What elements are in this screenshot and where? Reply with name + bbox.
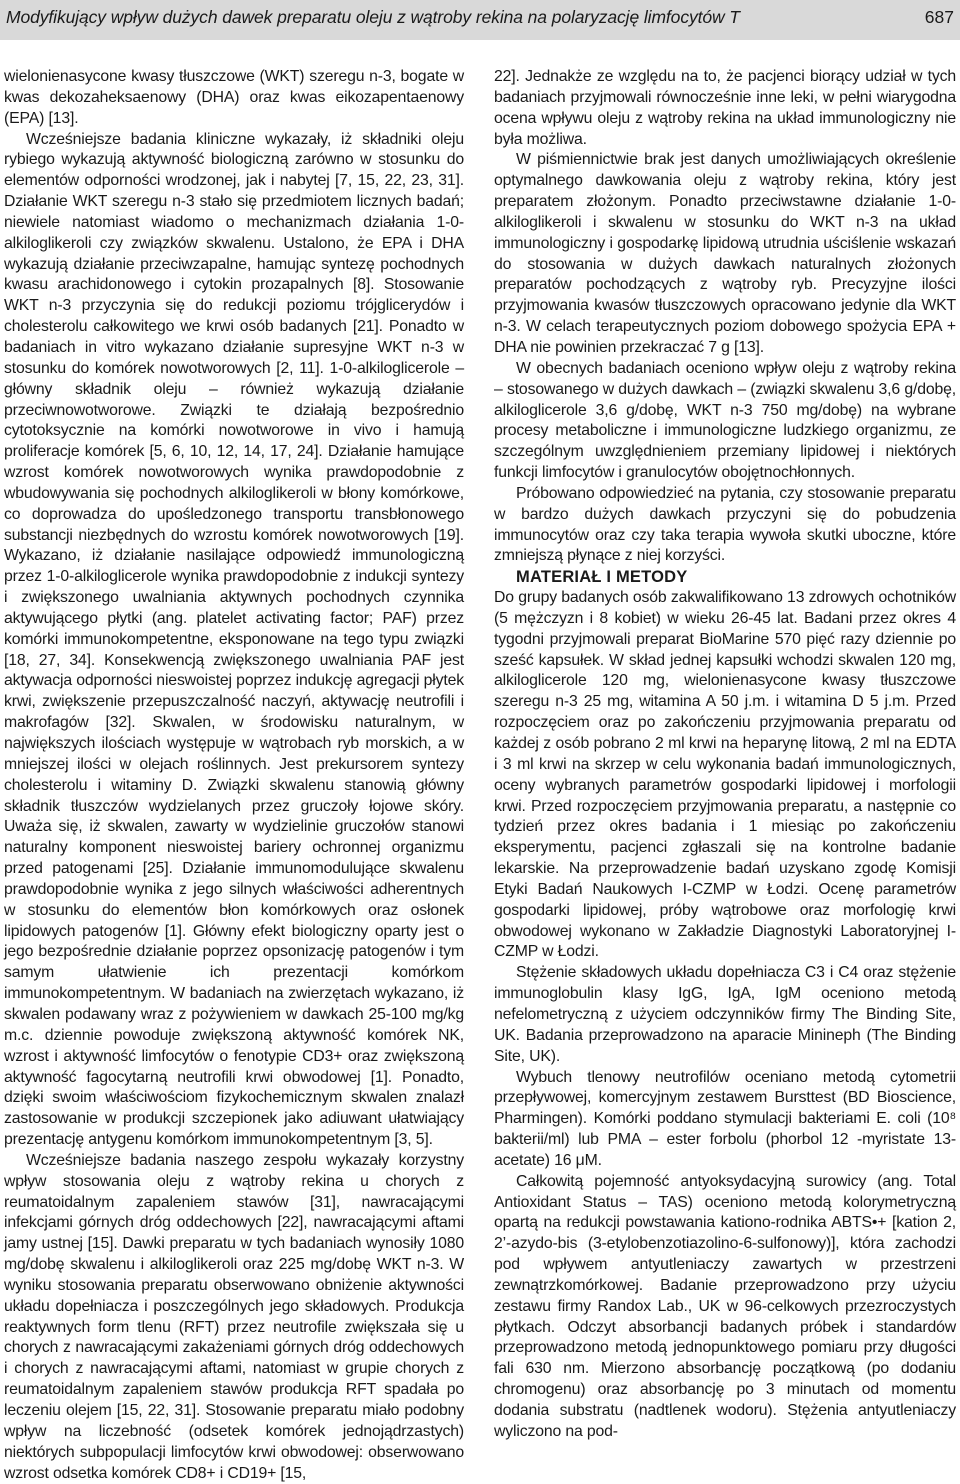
paragraph: W piśmiennictwie brak jest danych umożliwiających określenie optymalnego dawkowania oleju z wątroby rekina, który jest preparatem złożonym. Ponadto przeciwstawne działanie 1-0-alkiloglikeroli i skwalenu w stosunku do WKT n-3 na układ immunologiczny i gospodarkę lipidową utrudnia uściślenie wskazań do stosowania w dużych dawkach naturalnych złożonych preparatów pochodzących z wątroby ryb. Precyzyjne ilości przyjmowania kwasów tłuszczowych opracowano jedynie dla WKT n-3. W celach terapeutycznych poziom dobowego spożycia EPA + DHA nie powinien przekraczać 7 g [13]. [494, 151, 956, 356]
left-column [4, 67, 464, 1484]
section-heading: MATERIAŁ I METODY [516, 568, 688, 587]
running-header [0, 0, 960, 40]
paragraph: Całkowitą pojemność antyoksydacyjną surowicy (ang. Total Antioxidant Status – TAS) oceniono metodą kolorymetryczną opartą na redukcji powstawania kationo-rodnika ABTS•+ [kation 2, 2’-azydo-bis (3-etylobenzotiazolino-6-sulfonowy)], która zachodzi pod wpływem antyutleniaczy zawartych w przestrzeni zewnątrzkomórkowej. Badanie przeprowadzono przy użyciu zestawu firmy Randox Lab., UK w 96-celkowych przezroczystych płytkach. Odczyt absorbancji badanych próbek i standardów przeprowadzono metodą jednopunktowego pomiaru przy długości fali 630 nm. Mierzono absorbancję początkową (po dodaniu chromogenu) oraz absorbancję po 3 minutach od momentu dodania substratu (nadtlenek wodoru). Stężenia antyutleniaczy wyliczono na pod- [494, 1172, 956, 1440]
paragraph: Stężenie składowych układu dopełniacza C3 i C4 oraz stężenie immunoglobulin klasy IgG, IgA, IgM oceniono metodą nefelometryczną z użyciem odczynników firmy The Binding Site, UK. Badania przeprowadzono na aparacie Minineph (The Binding Site, UK). [494, 964, 956, 1065]
page-number: 687 [924, 7, 954, 27]
paragraph: W obecnych badaniach oceniono wpływ oleju z wątroby rekina – stosowanego w dużych dawkach – (związki skwalenu 3,6 g/dobę, alkiloglicerole 3,6 g/dobę, WKT n-3 750 mg/dobę) na wybrane procesy metaboliczne i immunologiczne ludzkiego organizmu, ze szczególnym uwzględnieniem przemiany lipidowej i niektórych funkcji limfocytów i granulocytów obojętnochłonnych. [494, 359, 956, 482]
paragraph: Wcześniejsze badania kliniczne wykazały, iż składniki oleju rybiego wykazują aktywność biologiczną zarówno w stosunku do elementów odporności wrodzonej, jak i nabytej [7, 15, 22, 23, 31]. Działanie WKT szeregu n-3 stało się przedmiotem licznych badań; niewiele natomiast wiadomo o mechanizmach działania 1-0-alkiloglikeroli czy związków skwalenu. Ustalono, że EPA i DHA wykazują działanie przeciwzapalne, hamując syntezę pochodnych kwasu arachidonowego i cytokin prozapalnych [8]. Stosowanie WKT n-3 przyczynia się do redukcji poziomu trójglicerydów i cholesterolu całkowitego we krwi osób badanych [21]. Ponadto w badaniach in vitro wykazano działanie supresyjne WKT n-3 w stosunku do komórek nowotworowych [2, 11]. 1-0-alkiloglicerole – główny składnik oleju – również wykazują działanie przeciwnowotworowe. Związki te działają bezpośrednio cytotoksycznie na komórki nowotworowe in vivo i hamują proliferacje komórek [5, 6, 10, 12, 14, 17, 24]. Działanie hamujące wzrost komórek nowotworowych wynika prawdopodobnie z wbudowywania się pochodnych alkiloglikeroli w błony komórkowe, co doprowadza do upośledzonego transportu transbłonowego substancji niezbędnych do wzrostu komórek nowotworowych [19]. Wykazano, iż działanie nasilające odpowiedź immunologiczną przez 1-0-alkiloglicerole wynika prawdopodobnie z indukcji syntezy i zwiększonego uwalniania aktywnych pochodnych czynnika aktywującego płytki (ang. platelet activating factor; PAF) przez komórki immunokompetentne, eksponowane na tego typu związki [18, 27, 34]. Konsekwencją zwiększonego uwalniania PAF jest aktywacja odporności nieswoistej poprzez indukcję agregacji płytek krwi, zwiększenie przepuszczalność naczyń, aktywację neutrofili i makrofagów [32]. Skwalen, w środowisku naturalnym, w największych ilościach występuje w wątrobach ryb morskich, a w mniejszej ilości w olejach roślinnych. Jest prekursorem syntezy cholesterolu i witaminy D. Związki skwalenu stanowią główny składnik tłuszczów wydzielanych przez gruczoły łojowe skóry. Uważa się, iż skwalen, zawarty w wydzielinie gruczołów stanowi naturalny komponent nieswoistej bariery ochronnej organizmu przed patogenami [25]. Działanie immunomodulujące skwalenu prawdopodobnie wynika z jego silnych właściwości adherentnych w stosunku do elementów błon komórkowych oraz osłonek lipidowych patogenów [1]. Główny efekt biologiczny oparty jest o jego bezpośrednie działanie poprzez opsonizację patogenów i tym samym ułatwienie ich prezentacji komórkom immunokompetentnym. W badaniach na zwierzętach wykazano, iż skwalen podawany wraz z pożywieniem w dawkach 25-100 mg/kg m.c. dziennie powoduje zwiększoną aktywność komórek NK, wzrost i aktywność limfocytów o fenotypie CD3+ oraz zwiększoną aktywność fagocytarną neutrofili krwi obwodowej [1]. Ponadto, dzięki swoim właściwościom fizykochemicznym skwalen znalazł zastosowanie w produkcji szczepionek jako adiuwant ułatwiający prezentację antygenu komórkom immunokompetentnym [3, 5]. [4, 130, 464, 1149]
paragraph: wielonienasycone kwasy tłuszczowe (WKT) szeregu n-3, bogate w kwas dekozaheksaenowy (DHA) oraz kwas eikozapentaenowy (EPA) [13]. [4, 68, 464, 127]
paragraph: Wybuch tlenowy neutrofilów oceniano metodą cytometrii przepływowej, komercyjnym zestawem Bursttest (BD Bioscience, Pharmingen). Komórki poddano stymulacji bakteriami E. coli (10⁸ bakterii/ml) lub PMA – ester forbolu (phorbol 12 -myristate 13-acetate) 16 μM. [494, 1068, 956, 1169]
right-column [494, 67, 956, 1443]
paragraph: Wcześniejsze badania naszego zespołu wykazały korzystny wpływ stosowania oleju z wątroby rekina u chorych z reumatoidalnym zapaleniem stawów [31], nawracającymi infekcjami górnych dróg oddechowych [22], nawracającymi aftami jamy ustnej [15]. Dawki preparatu w tych badaniach wynosiły 1080 mg/dobę skwalenu i alkiloglikeroli oraz 225 mg/dobę WKT n-3. W wyniku stosowania preparatu obserwowano obniżenie aktywności układu dopełniacza i poszczególnych jego składowych. Produkcja reaktywnych form tlenu (RFT) przez neutrofile zwiększała się u chorych z nawracającymi zakażeniami górnych dróg oddechowych i chorych z nawracającymi aftami, natomiast w grupie chorych z reumatoidalnym zapaleniem stawów produkcja RFT spadała po leczeniu olejem [15, 22, 31]. Stosowanie preparatu miało podobny wpływ na liczebność (odsetek komórek jednojądrzastych) niektórych subpopulacji limfocytów krwi obwodowej: obserwowano wzrost odsetka komórek CD8+ i CD19+ [15, [4, 1151, 464, 1482]
paragraph: Próbowano odpowiedzieć na pytania, czy stosowanie preparatu w bardzo dużych dawkach przyczyni się do pobudzenia immunocytów oraz czy taka terapia wywoła skutki uboczne, które zmniejszą płynące z niej korzyści. [494, 484, 956, 565]
paragraph: 22]. Jednakże ze względu na to, że pacjenci biorący udział w tych badaniach przyjmowali równocześnie inne leki, w pełni wiarygodna ocena wpływu oleju z wątroby rekina na układ immunologiczny nie była możliwa. [494, 68, 956, 148]
running-title: Modyfikujący wpływ dużych dawek preparatu oleju z wątroby rekina na polaryzację limfocytów T [6, 7, 740, 27]
paragraph: Do grupy badanych osób zakwalifikowano 13 zdrowych ochotników (5 mężczyzn i 8 kobiet) w wieku 26-45 lat. Badani przez okres 4 tygodni przyjmowali preparat BioMarine 570 pięć razy dziennie po sześć kapsułek. W skład jednej kapsułki wchodzi skwalen 120 mg, alkiloglicerole 120 mg, wielonienasycone kwasy tłuszczowe szeregu n-3 25 mg, witamina A 50 j.m. i witamina D 5 j.m. Przed rozpoczęciem oraz po zakończeniu przyjmowania preparatu od każdej z osób pobrano 2 ml krwi na heparynę litową, 2 ml na EDTA i 3 ml krwi na skrzep w celu wykonania badań immunologicznych, oceny wybranych parametrów gospodarki lipidowej i morfologii krwi. Przed rozpoczęciem przyjmowania preparatu, a następnie co tydzień przez okres badania i 1 miesiąc po zakończeniu eksperymentu, pacjenci zgłaszali się na kontrolne badanie lekarskie. Na przeprowadzenie badań uzyskano zgodę Komisji Etyki Badań Naukowych I-CZMP w Łodzi. Ocenę parametrów gospodarki lipidowej, próby wątrobowe oraz morfologię krwi obwodowej wykonano w Zakładzie Diagnostyki Laboratoryjnej I-CZMP w Łodzi. [494, 589, 956, 961]
